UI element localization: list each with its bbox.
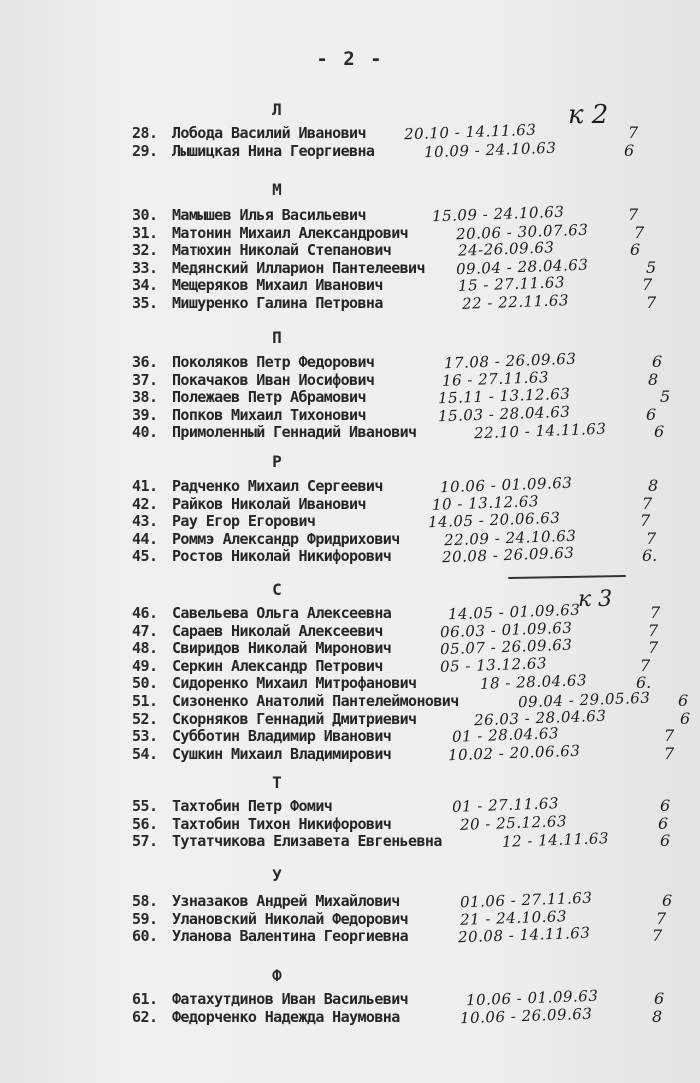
- entry-number: 41.: [132, 477, 158, 495]
- handwritten-dates: 01 - 28.04.63: [451, 724, 560, 746]
- list-item: [0, 654, 700, 676]
- person-name: Лобода Василий Иванович: [172, 124, 366, 142]
- handwritten-mark: 7: [664, 726, 675, 745]
- section-letter: М: [272, 180, 282, 199]
- person-name: Узназаков Андрей Михайлович: [172, 892, 400, 910]
- list-item: [0, 473, 700, 497]
- list-item: [0, 888, 700, 912]
- person-name: Матюхин Николай Степанович: [172, 241, 392, 259]
- handwritten-mark: 7: [664, 744, 675, 763]
- handwritten-mark: 6: [678, 691, 689, 710]
- entry-number: 55.: [132, 797, 158, 815]
- entry-number: 56.: [132, 815, 158, 833]
- handwritten-dates: 17.08 - 26.09.63: [443, 349, 577, 373]
- handwritten-dates: 09.04 - 28.04.63: [455, 255, 589, 279]
- handwritten-dates: 15.11 - 13.12.63: [437, 384, 571, 408]
- handwritten-dates: 10.06 - 01.09.63: [465, 986, 599, 1010]
- person-name: Примоленный Геннадий Иванович: [172, 423, 417, 441]
- list-item: [0, 671, 700, 693]
- handwritten-dates: 20.08 - 14.11.63: [457, 923, 591, 947]
- entry-number: 60.: [132, 927, 158, 945]
- handwritten-mark: 6: [654, 989, 665, 1008]
- person-name: Сараев Николай Алексеевич: [172, 622, 383, 640]
- entry-number: 28.: [132, 124, 158, 142]
- handwritten-mark: 8: [648, 476, 659, 495]
- list-item: [0, 220, 700, 244]
- list-item: [0, 724, 700, 746]
- handwritten-dates: 05 - 13.12.63: [439, 654, 548, 676]
- entry-number: 39.: [132, 406, 158, 424]
- list-item: [0, 794, 700, 816]
- handwritten-mark: 6: [660, 796, 671, 815]
- handwritten-mark: 6: [654, 422, 665, 441]
- handwritten-dates: 18 - 28.04.63: [479, 671, 588, 693]
- entry-number: 58.: [132, 892, 158, 910]
- handwritten-dates: 01 - 27.11.63: [451, 794, 560, 816]
- list-item: [0, 618, 700, 642]
- list-item: [0, 508, 700, 532]
- handwritten-dates: 05.07 - 26.09.63: [439, 635, 573, 659]
- person-name: Лышицкая Нина Георгиевна: [172, 142, 375, 160]
- handwritten-mark: 6: [630, 240, 641, 259]
- person-name: Мамышев Илья Васильевич: [172, 206, 366, 224]
- entry-number: 36.: [132, 353, 158, 371]
- handwritten-dates: 10.06 - 26.09.63: [459, 1004, 593, 1028]
- handwritten-mark: 6: [680, 709, 691, 728]
- section-letter: С: [272, 580, 282, 599]
- entry-number: 29.: [132, 142, 158, 160]
- entry-number: 48.: [132, 639, 158, 657]
- person-name: Попков Михаил Тихонович: [172, 406, 366, 424]
- handwritten-mark: 7: [634, 223, 645, 242]
- entry-number: 45.: [132, 547, 158, 565]
- list-item: [0, 526, 700, 550]
- person-name: Улановский Николай Федорович: [172, 910, 409, 928]
- handwritten-mark: 6: [658, 814, 669, 833]
- person-name: Полежаев Петр Абрамович: [172, 388, 366, 406]
- handwritten-mark: 7: [628, 205, 639, 224]
- handwritten-mark: 6: [660, 831, 671, 850]
- person-name: Тутатчикова Елизавета Евгеньевна: [172, 832, 442, 850]
- handwritten-note-k2: к 2: [568, 100, 609, 130]
- section-letter: П: [272, 328, 282, 347]
- handwritten-mark: 6: [662, 891, 673, 910]
- handwritten-mark: 7: [640, 656, 651, 675]
- entry-number: 44.: [132, 530, 158, 548]
- handwritten-mark: 7: [646, 529, 657, 548]
- person-name: Савельева Ольга Алексеевна: [172, 604, 392, 622]
- handwritten-mark: 6: [652, 352, 663, 371]
- list-item: [0, 1004, 700, 1028]
- list-item: [0, 120, 700, 144]
- entry-number: 42.: [132, 495, 158, 513]
- handwritten-dates: 21 - 24.10.63: [459, 907, 568, 929]
- handwritten-mark: 7: [646, 293, 657, 312]
- person-name: Рау Егор Егорович: [172, 512, 316, 530]
- handwritten-dates: 20 - 25.12.63: [459, 812, 568, 834]
- entry-number: 37.: [132, 371, 158, 389]
- handwritten-dates: 15 - 27.11.63: [457, 273, 566, 295]
- entry-number: 62.: [132, 1008, 158, 1026]
- handwritten-mark: 6: [646, 405, 657, 424]
- person-name: Скорняков Геннадий Дмитриевич: [172, 710, 417, 728]
- handwritten-dates: 01.06 - 27.11.63: [459, 888, 593, 912]
- handwritten-mark: 7: [642, 275, 653, 294]
- handwritten-dates: 22 - 22.11.63: [461, 291, 570, 313]
- handwritten-dates: 15.09 - 24.10.63: [431, 202, 565, 226]
- person-name: Ростов Николай Никифорович: [172, 547, 392, 565]
- person-name: Серкин Александр Петрович: [172, 657, 383, 675]
- list-item: [0, 829, 700, 851]
- list-item: [0, 706, 700, 730]
- person-name: Тахтобин Тихон Никифорович: [172, 815, 392, 833]
- person-name: Уланова Валентина Георгиевна: [172, 927, 409, 945]
- handwritten-underline: [508, 575, 626, 579]
- list-item: [0, 138, 700, 162]
- list-item: [0, 291, 700, 313]
- handwritten-dates: 24-26.09.63: [457, 238, 555, 260]
- handwritten-mark: 8: [652, 1007, 663, 1026]
- handwritten-mark: 7: [648, 638, 659, 657]
- person-name: Райков Николай Иванович: [172, 495, 366, 513]
- list-item: [0, 202, 700, 226]
- list-item: [0, 384, 700, 408]
- section-letter: Ф: [272, 966, 282, 985]
- section-letter: Л: [272, 100, 282, 119]
- handwritten-dates: 10.02 - 20.06.63: [447, 741, 581, 765]
- entry-number: 54.: [132, 745, 158, 763]
- handwritten-dates: 22.09 - 24.10.63: [443, 526, 577, 550]
- entry-number: 61.: [132, 990, 158, 1008]
- handwritten-mark: 7: [628, 123, 639, 142]
- handwritten-dates: 22.10 - 14.11.63: [473, 419, 607, 443]
- entry-number: 30.: [132, 206, 158, 224]
- entry-number: 43.: [132, 512, 158, 530]
- entry-number: 38.: [132, 388, 158, 406]
- entry-number: 35.: [132, 294, 158, 312]
- handwritten-mark: 6: [624, 141, 635, 160]
- entry-number: 59.: [132, 910, 158, 928]
- entry-number: 51.: [132, 692, 158, 710]
- list-item: [0, 273, 700, 295]
- handwritten-dates: 15.03 - 28.04.63: [437, 402, 571, 426]
- entry-number: 57.: [132, 832, 158, 850]
- page-number: - 2 -: [316, 48, 384, 70]
- handwritten-dates: 10.06 - 01.09.63: [439, 473, 573, 497]
- person-name: Свиридов Николай Миронович: [172, 639, 392, 657]
- entry-number: 46.: [132, 604, 158, 622]
- person-name: Матонин Михаил Александрович: [172, 224, 409, 242]
- list-item: [0, 349, 700, 373]
- person-name: Сушкин Михаил Владимирович: [172, 745, 392, 763]
- handwritten-mark: 7: [650, 603, 661, 622]
- handwritten-dates: 10.09 - 24.10.63: [423, 138, 557, 162]
- handwritten-dates: 20.06 - 30.07.63: [455, 220, 589, 244]
- entry-number: 31.: [132, 224, 158, 242]
- handwritten-mark: 7: [640, 511, 651, 530]
- person-name: Сидоренко Михаил Митрофанович: [172, 674, 417, 692]
- handwritten-dates: 10 - 13.12.63: [431, 492, 540, 514]
- handwritten-dates: 26.03 - 28.04.63: [473, 706, 607, 730]
- handwritten-mark: 6.: [636, 673, 652, 692]
- person-name: Сизоненко Анатолий Пантелеймонович: [172, 692, 459, 710]
- handwritten-mark: 8: [648, 370, 659, 389]
- person-name: Тахтобин Петр Фомич: [172, 797, 333, 815]
- person-name: Фатахутдинов Иван Васильевич: [172, 990, 409, 1008]
- handwritten-mark: 7: [648, 621, 659, 640]
- list-item: [0, 635, 700, 659]
- person-name: Радченко Михаил Сергеевич: [172, 477, 383, 495]
- entry-number: 32.: [132, 241, 158, 259]
- person-name: Федорченко Надежда Наумовна: [172, 1008, 400, 1026]
- person-name: Поколяков Петр Федорович: [172, 353, 375, 371]
- handwritten-dates: 14.05 - 20.06.63: [427, 508, 561, 532]
- person-name: Покачаков Иван Иосифович: [172, 371, 375, 389]
- list-item: [0, 741, 700, 765]
- list-item: [0, 986, 700, 1010]
- handwritten-mark: 7: [656, 909, 667, 928]
- handwritten-mark: 7: [642, 494, 653, 513]
- section-letter: У: [272, 866, 282, 885]
- list-item: [0, 543, 700, 567]
- handwritten-mark: 5: [646, 258, 657, 277]
- handwritten-dates: 16 - 27.11.63: [441, 368, 550, 390]
- entry-number: 34.: [132, 276, 158, 294]
- handwritten-dates: 14.05 - 01.09.63: [447, 600, 581, 624]
- list-item: [0, 255, 700, 279]
- list-item: [0, 492, 700, 514]
- entry-number: 47.: [132, 622, 158, 640]
- handwritten-mark: 5: [660, 387, 671, 406]
- handwritten-dates: 20.08 - 26.09.63: [441, 543, 575, 567]
- person-name: Роммэ Александр Фридрихович: [172, 530, 400, 548]
- list-item: [0, 238, 700, 260]
- handwritten-note-k3: к 3: [578, 587, 613, 612]
- entry-number: 52.: [132, 710, 158, 728]
- list-item: [0, 419, 700, 443]
- person-name: Мещеряков Михаил Иванович: [172, 276, 383, 294]
- handwritten-dates: 20.10 - 14.11.63: [403, 120, 537, 144]
- section-letter: Т: [272, 773, 282, 792]
- entry-number: 33.: [132, 259, 158, 277]
- section-letter: Р: [272, 452, 282, 471]
- person-name: Субботин Владимир Иванович: [172, 727, 392, 745]
- handwritten-mark: 6.: [642, 546, 658, 565]
- handwritten-dates: 12 - 14.11.63: [501, 829, 610, 851]
- list-item: [0, 368, 700, 390]
- entry-number: 40.: [132, 423, 158, 441]
- entry-number: 49.: [132, 657, 158, 675]
- list-item: [0, 923, 700, 947]
- person-name: Медянский Илларион Пантелеевич: [172, 259, 425, 277]
- entry-number: 50.: [132, 674, 158, 692]
- handwritten-mark: 7: [652, 926, 663, 945]
- list-item: [0, 907, 700, 929]
- entry-number: 53.: [132, 727, 158, 745]
- handwritten-dates: 09.04 - 29.05.63: [517, 688, 651, 712]
- handwritten-dates: 06.03 - 01.09.63: [439, 618, 573, 642]
- person-name: Мишуренко Галина Петровна: [172, 294, 383, 312]
- list-item: [0, 600, 700, 624]
